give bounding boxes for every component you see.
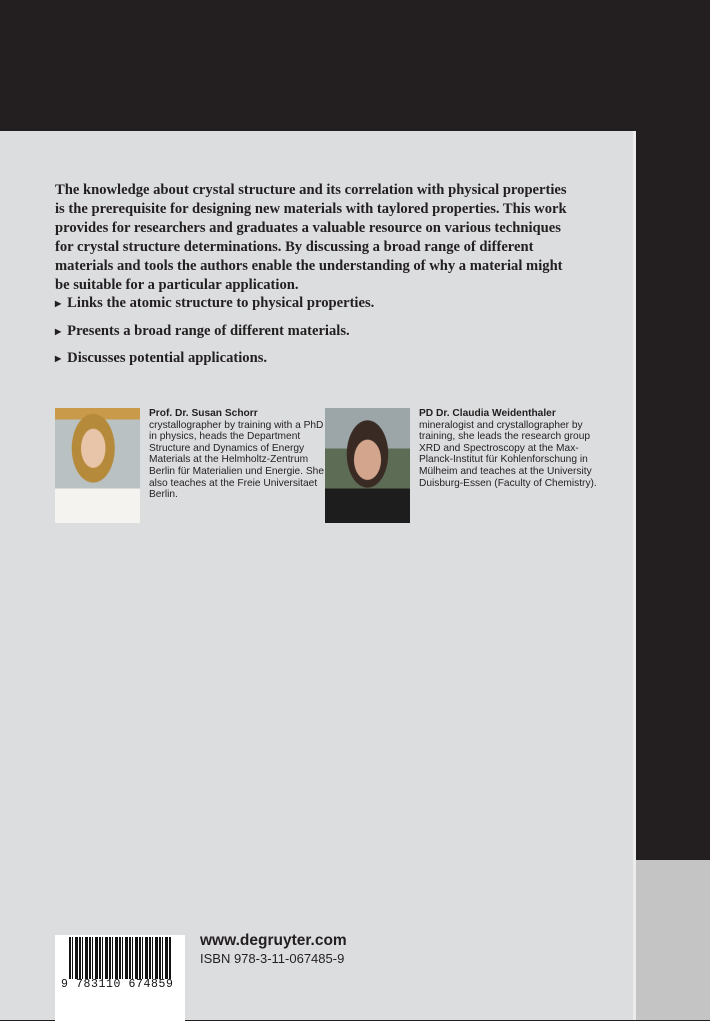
triangle-bullet-icon: ▶ <box>55 299 62 308</box>
author-bio <box>419 408 604 523</box>
bullet-text: Links the atomic structure to physical properties. <box>67 295 375 311</box>
blurb-text: The knowledge about crystal structure and its correlation with physical properties is the prerequisite for designing new materials with taylored properties. This work provides for researchers and graduates a valuable resource on various techniques for crystal structure determinations. By discussing a broad range of different materials and tools the authors enable the understanding of why a material might be suitable for a particular application. <box>55 182 567 293</box>
spine-edge <box>636 860 710 1020</box>
triangle-bullet-icon: ▶ <box>55 354 62 363</box>
author-bio-text: crystallographer by training with a PhD in physics, heads the Department Structure and Dynamics of Energy Materials at the Helmholtz-Zentrum Berlin für Materialien und Energie. She also teaches at the Freie Universitaet Berlin. <box>149 419 324 501</box>
back-cover <box>0 131 636 1020</box>
triangle-bullet-icon: ▶ <box>55 326 62 336</box>
author-bio <box>149 408 329 523</box>
author-bio-text: mineralogist and crystallographer by training, she leads the research group XRD and Spectroscopy at the Max-Planck-Institut für Kohlenforschung in Mülheim and teaches at the University Duisburg-Essen (Faculty of Chemistry). <box>419 419 597 489</box>
publisher-website: www.degruyter.com <box>200 932 347 949</box>
author-photo <box>55 408 140 523</box>
bullet-text: Presents a broad range of different materials. <box>67 322 350 339</box>
author-name: PD Dr. Claudia Weidenthaler <box>419 408 556 419</box>
feature-list <box>55 295 374 378</box>
barcode <box>55 935 185 1021</box>
bullet-text: Discusses potential applications. <box>67 350 268 366</box>
list-item <box>55 350 374 378</box>
list-item <box>55 295 374 323</box>
barcode-bars <box>69 937 172 979</box>
isbn: ISBN 978-3-11-067485-9 <box>200 951 345 966</box>
author-photo <box>325 408 410 523</box>
list-item <box>55 323 374 351</box>
barcode-number: 9 783110 674859 <box>61 978 174 991</box>
author-schorr <box>55 408 329 523</box>
author-name: Prof. Dr. Susan Schorr <box>149 408 258 419</box>
author-weidenthaler <box>325 408 604 523</box>
